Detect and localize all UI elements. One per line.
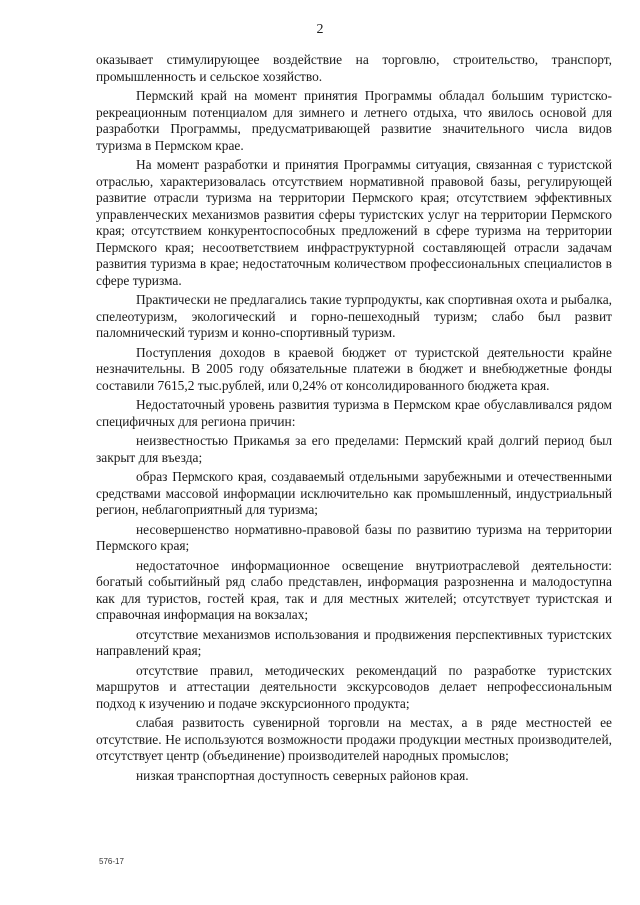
list-item: образ Пермского края, создаваемый отдельными зарубежными и отечественными средствами массовой информации исключительно как промышленный, индустриальный регион, неблагоприятный для туризма;	[96, 469, 612, 517]
list-item: несовершенство нормативно-правовой базы по развитию туризма на территории Пермского края;	[96, 521, 612, 553]
paragraph: оказывает стимулирующее воздействие на торговлю, строительство, транспорт, промышленность и сельское хозяйство.	[96, 52, 612, 84]
list-item: недостаточное информационное освещение внутриотраслевой деятельности: богатый событийный ряд слабо представлен, информация разрозненна и малодоступна как для туристов, гостей края, так и для местных жителей; отсутствует туристская и справочная информация на вокзалах;	[96, 557, 612, 622]
paragraph: Пермский край на момент принятия Программы обладал большим туристско-рекреационным потенциалом для зимнего и летнего отдыха, что явилось основой для разработки Программы, предусматривающей развитие значительного числа видов туризма в Пермском крае.	[96, 88, 612, 153]
page-number: 2	[316, 22, 324, 37]
list-item: неизвестностью Прикамья за его пределами: Пермский край долгий период был закрыт для въезда;	[96, 433, 612, 465]
paragraph: Практически не предлагались такие турпродукты, как спортивная охота и рыбалка, спелеотуризм, экологический и горно-пешеходный туризм; слабо был развит паломнический туризм и конно-спортивный туризм.	[96, 292, 612, 340]
paragraph: Поступления доходов в краевой бюджет от туристской деятельности крайне незначительны. В 2005 году обязательные платежи в бюджет и внебюджетные фонды составили 7615,2 тыс.рублей, или 0,24% от консолидированного бюджета края.	[96, 344, 612, 393]
document-code: 576-17	[99, 857, 124, 866]
list-item: слабая развитость сувенирной торговли на местах, а в ряде местностей ее отсутствие. Не используются возможности продажи продукции местных производителей, отсутствует центр (объединение) производителей народных промыслов;	[96, 715, 612, 763]
paragraph: Недостаточный уровень развития туризма в Пермском крае обуславливался рядом специфичных для региона причин:	[96, 397, 612, 429]
document-body	[96, 52, 612, 787]
list-item: отсутствие правил, методических рекомендаций по разработке туристских маршрутов и аттестации деятельности экскурсоводов делает непрофессиональным подход к изучению и подаче экскурсионного продукта;	[96, 662, 612, 711]
paragraph: На момент разработки и принятия Программы ситуация, связанная с туристской отраслью, характеризовалась отсутствием нормативной правовой базы, регулирующей развитие отрасли туризма на территории Пермского края; отсутствием эффективных управленческих механизмов развития сферы туристских услуг на территории Пермского края; отсутствием конкурентоспособных предложений в сфере туризма на территории Пермского края; несоответствием инфраструктурной составляющей отрасли задачам развития туризма в крае; недостаточным количеством профессиональных специалистов в сфере туризма.	[96, 157, 612, 288]
list-item: низкая транспортная доступность северных районов края.	[136, 767, 469, 783]
list-item: отсутствие механизмов использования и продвижения перспективных туристских направлений края;	[96, 626, 612, 658]
